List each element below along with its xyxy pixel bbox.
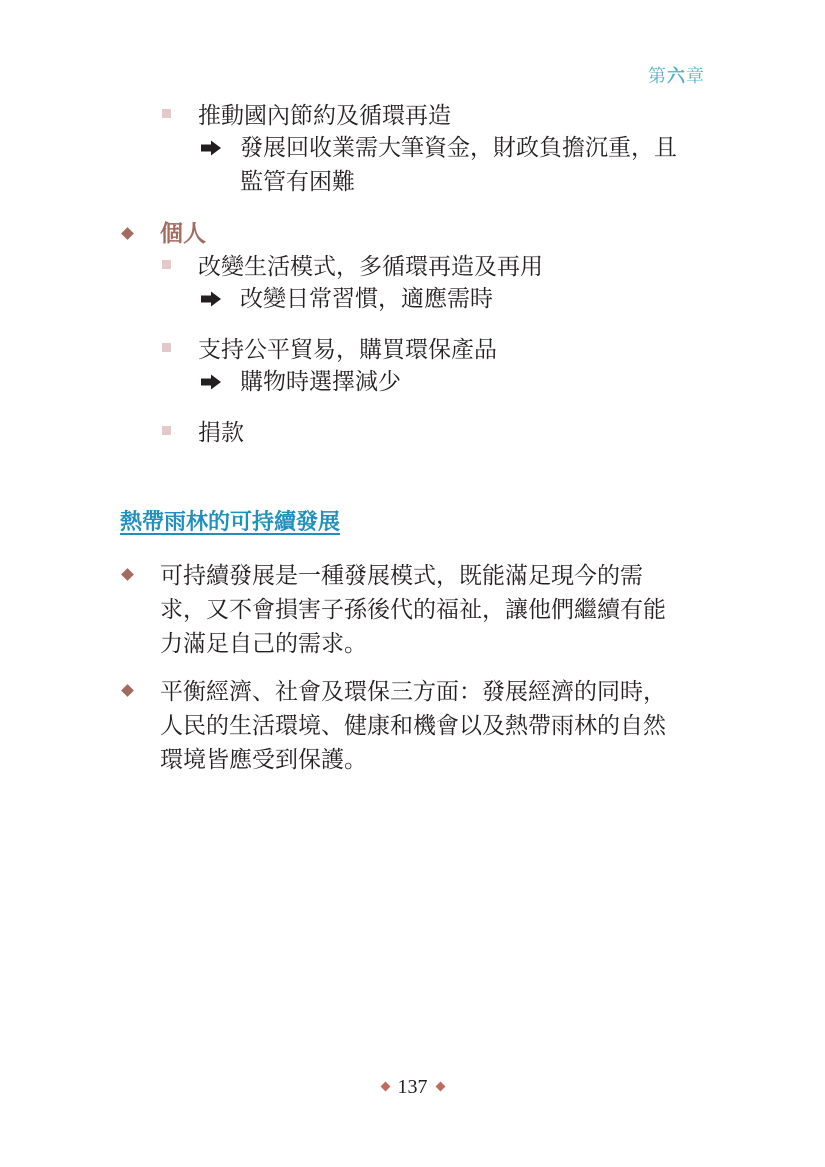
sub-item-text: 推動國內節約及循環再造 [198, 103, 451, 129]
diamond-bullet-icon [121, 227, 134, 240]
consequence-text: 購物時選擇減少 [240, 369, 401, 395]
paragraph-line: 平衡經濟、社會及環保三方面：發展經濟的同時， [160, 679, 666, 705]
paragraph-line: 環境皆應受到保護。 [160, 747, 367, 773]
arrow-right-icon [200, 374, 222, 390]
square-bullet-icon [162, 343, 171, 352]
square-bullet-icon [162, 260, 171, 269]
arrow-right-icon [200, 140, 222, 156]
footer-diamond-icon [380, 1082, 390, 1092]
square-bullet-icon [162, 109, 171, 118]
consequence-text: 改變日常習慣，適應需時 [240, 286, 493, 312]
arrow-right-icon [200, 291, 222, 307]
paragraph-line: 人民的生活環境、健康和機會以及熱帶雨林的自然 [160, 713, 666, 739]
square-bullet-icon [162, 426, 171, 435]
consequence-text: 發展回收業需大筆資金，財政負擔沉重，且 [240, 135, 677, 161]
page-footer [0, 1076, 825, 1099]
section-heading: 熱帶雨林的可持續發展 [120, 510, 341, 535]
paragraph-line: 力滿足自己的需求。 [160, 631, 367, 657]
diamond-bullet-icon [121, 684, 134, 697]
consequence-text: 監管有困難 [240, 169, 355, 195]
footer-diamond-icon [435, 1082, 445, 1092]
page-number: 137 [397, 1076, 428, 1098]
sub-item-text: 捐款 [198, 420, 244, 446]
sub-item-text: 改變生活模式，多循環再造及再用 [198, 254, 543, 280]
sub-item-text: 支持公平貿易，購買環保產品 [198, 337, 497, 363]
paragraph-line: 求，又不會損害子孫後代的福祉，讓他們繼續有能 [160, 597, 666, 623]
diamond-bullet-icon [121, 568, 134, 581]
chapter-label: 第六章 [648, 66, 705, 87]
group-title: 個人 [160, 221, 206, 247]
paragraph-line: 可持續發展是一種發展模式，既能滿足現今的需 [160, 563, 643, 589]
